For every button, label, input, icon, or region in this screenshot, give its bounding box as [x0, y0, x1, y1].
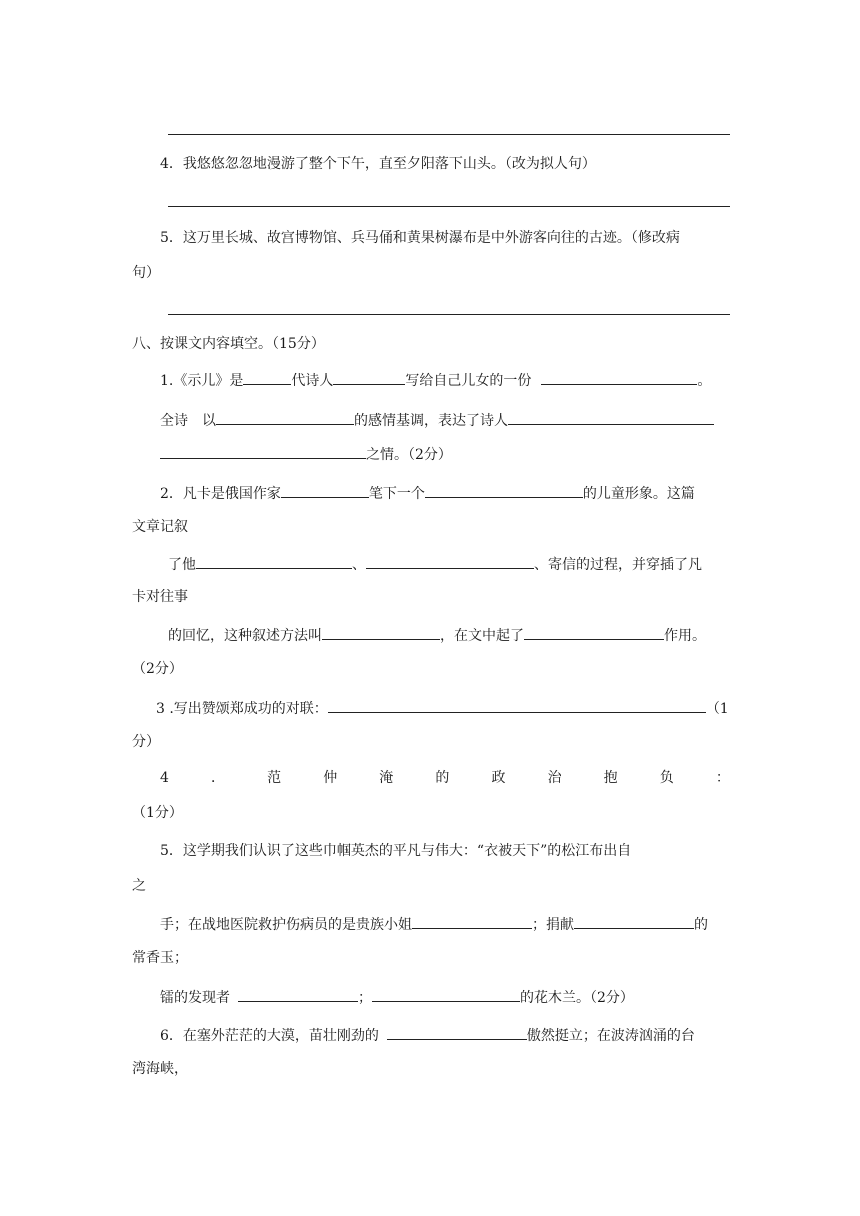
char: 抱 — [603, 770, 618, 786]
char: 范 — [267, 770, 282, 786]
text: ； — [358, 990, 372, 1006]
blank-tree[interactable] — [387, 1024, 527, 1040]
blank-donation[interactable] — [574, 913, 694, 929]
char: ： — [715, 770, 730, 786]
blank-poet[interactable] — [333, 369, 405, 385]
blank-tone[interactable] — [216, 409, 354, 425]
section-heading: 八、按课文内容填空。（15分） — [132, 336, 325, 352]
blank-method[interactable] — [322, 624, 440, 640]
blank-event-1[interactable] — [196, 553, 352, 569]
text: 写给自己儿女的一份 — [405, 373, 532, 389]
blank-nurse[interactable] — [412, 913, 532, 929]
char: ． — [211, 770, 226, 786]
text: 、寄信的过程，并穿插了凡 — [534, 557, 702, 573]
text: 的回忆，这种叙述方法叫 — [168, 628, 322, 644]
q7-item-5-line2: 句） — [132, 265, 160, 281]
q8-item-5-line1: 5．这学期我们认识了这些巾帼英杰的平凡与伟大：“衣被天下”的松江布出自 — [160, 843, 632, 859]
text: 代诗人 — [291, 373, 334, 389]
answer-line-4[interactable] — [168, 206, 730, 207]
text: 手；在战地医院救护伤病员的是贵族小姐 — [160, 917, 412, 933]
text: 之情。（2分） — [366, 447, 452, 463]
char: 淹 — [379, 770, 394, 786]
char: 4 — [160, 770, 169, 786]
q8-item-2-line2: 文章记叙 — [132, 519, 188, 535]
char: 负 — [659, 770, 674, 786]
answer-line-3[interactable] — [168, 134, 730, 135]
text: 3 .写出赞颂郑成功的对联： — [156, 701, 328, 717]
q8-item-2-line4: 卡对往事 — [132, 589, 188, 605]
q8-item-5-line2: 之 — [132, 878, 146, 894]
q8-item-3-line2: 分） — [132, 734, 160, 750]
q8-item-2-line5 — [168, 624, 706, 646]
q8-item-5-line3 — [160, 913, 708, 935]
char: 的 — [435, 770, 450, 786]
text: ；捐献 — [532, 917, 574, 933]
q8-item-6-line1 — [160, 1024, 695, 1046]
q8-item-2-line6: （2分） — [132, 661, 183, 677]
blank-image[interactable] — [425, 482, 583, 498]
text: ，在文中起了 — [440, 628, 524, 644]
text: 傲然挺立；在波涛汹涌的台 — [526, 1028, 695, 1044]
q8-item-2-line3 — [168, 553, 702, 575]
text: 全诗 以 — [160, 413, 216, 429]
char: 仲 — [323, 770, 338, 786]
text: 笔下一个 — [368, 486, 425, 502]
text: 的 — [694, 917, 708, 933]
text: 的花木兰。（2分） — [520, 990, 634, 1006]
blank-event-2[interactable] — [366, 553, 534, 569]
text: 1.《示儿》是 — [160, 373, 244, 389]
blank-author[interactable] — [281, 482, 369, 498]
char: 治 — [547, 770, 562, 786]
blank-feeling-1[interactable] — [508, 409, 714, 425]
text: 。 — [697, 373, 712, 389]
text: 的儿童形象。这篇 — [582, 486, 695, 502]
q8-item-4-line1 — [160, 768, 730, 788]
blank-radium[interactable] — [238, 986, 358, 1002]
char: 政 — [491, 770, 506, 786]
q8-item-2-line1 — [160, 482, 695, 504]
q8-item-1-line1 — [160, 369, 711, 391]
text: 镭的发现者 — [160, 990, 230, 1006]
blank-mulan[interactable] — [372, 986, 520, 1002]
blank-dynasty[interactable] — [243, 369, 291, 385]
answer-line-5[interactable] — [168, 314, 730, 315]
text: 2．凡卡是俄国作家 — [160, 486, 281, 502]
q7-item-4: 4．我悠悠忽忽地漫游了整个下午，直至夕阳落下山头。（改为拟人句） — [160, 156, 596, 172]
q8-item-6-line2: 湾海峡， — [132, 1061, 188, 1077]
q8-item-1-line3 — [160, 443, 452, 465]
q7-item-5-line1: 5．这万里长城、故宫博物馆、兵马俑和黄果树瀑布是中外游客向往的古迹。（修改病 — [160, 230, 680, 246]
q8-item-5-line5 — [160, 986, 634, 1008]
text: 的感情基调，表达了诗人 — [354, 413, 508, 429]
text: 作用。 — [664, 628, 706, 644]
q8-item-5-line4: 常香玉； — [132, 950, 188, 966]
blank-couplet[interactable] — [328, 697, 706, 713]
blank-document[interactable] — [541, 369, 697, 385]
text: （1 — [705, 701, 729, 717]
q8-item-1-line2 — [160, 409, 714, 431]
text: 了他 — [168, 557, 196, 573]
text: 、 — [352, 557, 366, 573]
text: 6．在塞外茫茫的大漠，苗壮刚劲的 — [160, 1028, 379, 1044]
blank-feeling-2[interactable] — [160, 443, 366, 459]
q8-item-4-line2: （1分） — [132, 805, 183, 821]
q8-item-3-line1 — [156, 697, 729, 719]
blank-effect[interactable] — [524, 624, 664, 640]
